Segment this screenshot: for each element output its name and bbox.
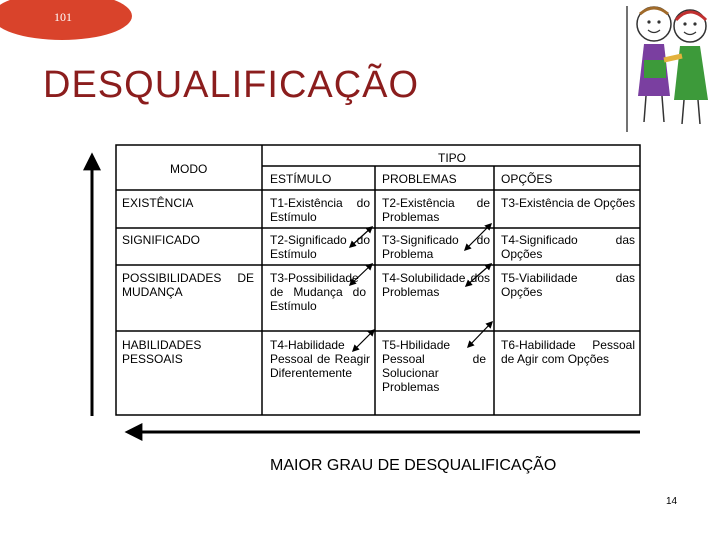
cell-text: -Significado das Opções xyxy=(501,233,635,261)
cell-code: T5 xyxy=(501,271,516,285)
cell-text: -Existência de Problemas xyxy=(382,196,490,224)
cell-text: -Possibilidade de Mudança do Estímulo xyxy=(270,271,366,313)
diagonal-arrow xyxy=(468,322,492,347)
cell-code: T4 xyxy=(382,271,397,285)
diagonal-arrow xyxy=(350,227,372,247)
cell-code: T3 xyxy=(501,196,516,210)
row-label-habilidades: HABILIDADES PESSOAIS xyxy=(122,338,202,366)
row-label-significado: SIGNIFICADO xyxy=(122,233,201,247)
cell-text: -Solubilidade dos Problemas xyxy=(382,271,490,299)
cell-text: -Habilidade Pessoal de Reagir Diferentemente xyxy=(270,338,370,380)
slide-title: DESQUALIFICAÇÃO xyxy=(43,64,420,106)
page-number: 14 xyxy=(666,496,678,507)
header-tipo: TIPO xyxy=(438,151,467,165)
row-label-existencia: EXISTÊNCIA xyxy=(122,196,194,210)
cell-code: T4 xyxy=(501,233,516,247)
cell-text: -Viabilidade das Opções xyxy=(501,271,635,299)
cell-text: -Existência de Opções xyxy=(515,196,636,210)
diagonal-arrow xyxy=(353,330,374,351)
cell-code: T5 xyxy=(382,338,397,352)
cell-code: T6 xyxy=(501,338,516,352)
cell-code: T4 xyxy=(270,338,285,352)
cell-code: T3 xyxy=(382,233,397,247)
cell-text: -Hbilidade Pessoal de Solucionar Problemas xyxy=(382,338,486,394)
diagonal-arrow xyxy=(466,264,491,286)
cell-text: -Significado do Estímulo xyxy=(270,233,370,261)
column-header-estimulo: ESTÍMULO xyxy=(270,172,332,186)
cell-text: -Existência do Estímulo xyxy=(270,196,370,224)
slide-number: 101 xyxy=(54,10,72,24)
cell-text: -Significado do Problema xyxy=(382,233,490,261)
cell-code: T2 xyxy=(382,196,397,210)
footer-arrow-label: MAIOR GRAU DE DESQUALIFICAÇÃO xyxy=(270,457,557,474)
diagonal-arrow xyxy=(350,264,372,285)
cell-code: T3 xyxy=(270,271,285,285)
cell-code: T2 xyxy=(270,233,285,247)
diagonal-arrow xyxy=(465,224,491,250)
column-header-problemas: PROBLEMAS xyxy=(382,172,457,186)
cell-code: T1 xyxy=(270,196,285,210)
row-label-possibilidades: POSSIBILIDADES DE MUDANÇA xyxy=(122,271,254,299)
header-modo: MODO xyxy=(170,162,208,176)
column-header-opcoes: OPÇÕES xyxy=(501,172,553,186)
cell-text: -Habilidade Pessoal de Agir com Opções xyxy=(501,338,635,366)
